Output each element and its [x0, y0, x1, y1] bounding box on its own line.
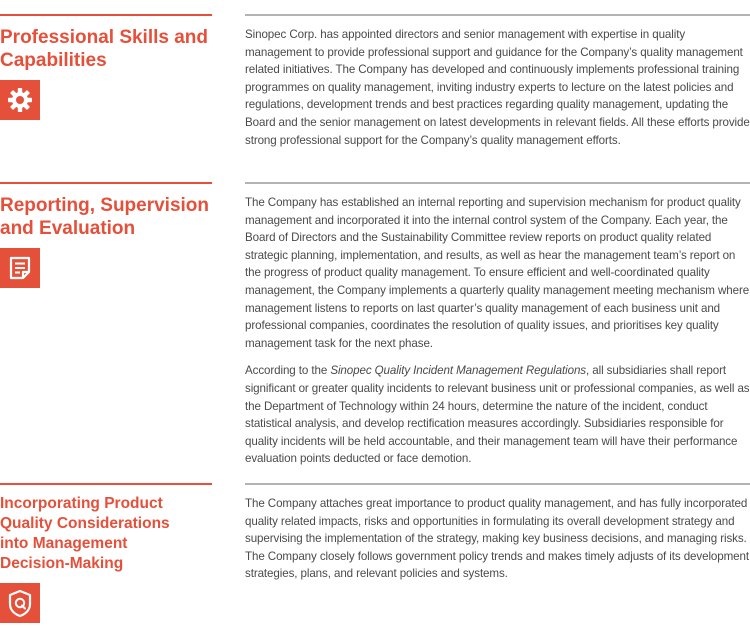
accent-rule — [0, 14, 212, 16]
section-heading-block — [0, 483, 212, 574]
section-body — [245, 182, 750, 468]
accent-rule — [0, 483, 212, 485]
section-body — [245, 483, 750, 583]
document-icon — [0, 248, 40, 288]
section-heading-block — [0, 182, 212, 240]
body-paragraph: According to the Sinopec Quality Incident Management Regulations, all subsidiaries shall report significant or greater quality incidents to relevant business unit or professional companies, as well as the Department of Technology within 24 hours, determine the nature of the incident, conduct statistical analysis, and develop rectification measures accordingly. Subsidiaries responsible for quality incidents will be held accountable, and their management team will have their performance evaluation points deducted or face demotion. — [245, 364, 750, 466]
gear-icon — [0, 80, 40, 120]
body-paragraph: Sinopec Corp. has appointed directors and senior management with expertise in quality management to provide professional support and guidance for the Company’s quality management related initiatives. The Company has developed and continuously implements professional training programmes on quality management, inviting industry experts to lecture on the latest policies and regulations, development trends and best practices regarding quality management, updating the Board and the senior management on latest developments in relevant fields. All these efforts provide strong professional support for the Company’s quality management efforts. — [245, 28, 750, 147]
section-heading-block — [0, 14, 212, 72]
divider-rule — [245, 14, 750, 16]
quality-shield-icon — [0, 583, 40, 623]
divider-rule — [245, 483, 750, 485]
accent-rule — [0, 182, 212, 184]
section-title: Professional Skills and Capabilities — [0, 27, 209, 71]
section-title: Reporting, Supervision and Evaluation — [0, 195, 210, 239]
body-paragraph: The Company has established an internal reporting and supervision mechanism for product quality management and incorporated it into the internal control system of the Company. Each year, the Board of Directors and the Sustainability Committee review reports on product quality related strategic planning, implementation, and results, as well as hear the management team’s report on the progress of product quality management. To ensure efficient and well-coordinated quality management, the Company implements a quarterly quality management meeting mechanism where management listens to reports on last quarter’s quality management of each business unit and professional companies, coordinates the resolution of quality issues, and prioritises key quality management task for the next phase. — [245, 196, 750, 350]
regulation-title: Sinopec Quality Incident Management Regulations — [330, 364, 586, 378]
section-title: Incorporating Product Quality Considerations into Management Decision-Making — [0, 495, 170, 572]
section-body — [245, 14, 750, 149]
divider-rule — [245, 182, 750, 184]
body-paragraph: The Company attaches great importance to product quality management, and has fully incorporated quality related impacts, risks and opportunities in formulating its overall development strategy and supervising the implementation of the strategy, making key business decisions, and managing risks. The Company closely follows government policy trends and makes timely adjusts of its development strategies, plans, and relevant policies and systems. — [245, 497, 749, 581]
